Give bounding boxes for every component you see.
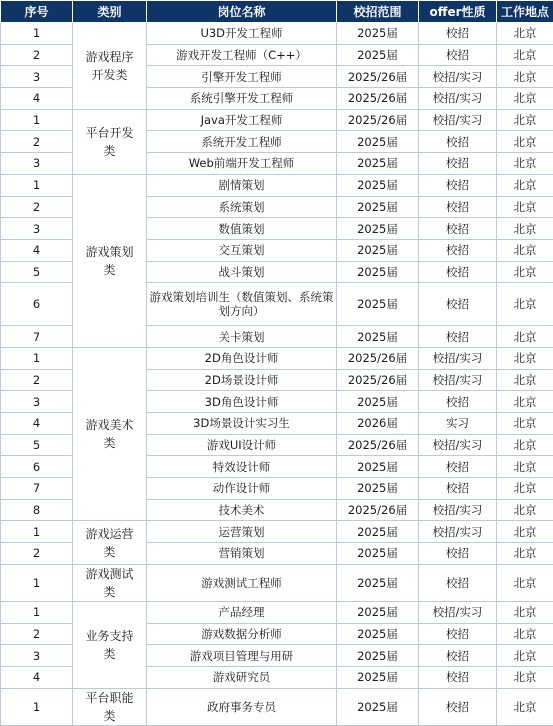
recruit-range: 2025届	[337, 688, 419, 725]
row-number: 7	[1, 326, 73, 348]
table-row	[1, 109, 553, 131]
row-number: 1	[1, 688, 73, 725]
offer-nature: 校招	[419, 44, 497, 66]
job-title: 营销策划	[147, 543, 337, 565]
job-title: Web前端开发工程师	[147, 153, 337, 175]
work-location: 北京	[497, 66, 553, 88]
row-number: 8	[1, 499, 73, 521]
recruit-range: 2025届	[337, 623, 419, 645]
table-row	[1, 347, 553, 369]
offer-nature: 校招	[419, 261, 497, 283]
recruit-range: 2025/26届	[337, 434, 419, 456]
job-title: 游戏数据分析师	[147, 623, 337, 645]
job-title: 游戏测试工程师	[147, 564, 337, 601]
recruit-range: 2025届	[337, 283, 419, 326]
recruit-range: 2025届	[337, 645, 419, 667]
job-title: 系统开发工程师	[147, 131, 337, 153]
row-number: 3	[1, 218, 73, 240]
header-category: 类别	[73, 1, 147, 23]
work-location: 北京	[497, 153, 553, 175]
job-title: 系统引擎开发工程师	[147, 88, 337, 110]
job-title: 2D角色设计师	[147, 347, 337, 369]
job-title: 引擎开发工程师	[147, 66, 337, 88]
work-location: 北京	[497, 543, 553, 565]
row-number: 5	[1, 434, 73, 456]
row-number: 3	[1, 645, 73, 667]
job-title: 3D场景设计实习生	[147, 413, 337, 435]
job-title: 关卡策划	[147, 326, 337, 348]
recruit-range: 2025/26届	[337, 499, 419, 521]
offer-nature: 校招/实习	[419, 66, 497, 88]
offer-nature: 校招/实习	[419, 499, 497, 521]
recruit-range: 2025届	[337, 564, 419, 601]
offer-nature: 校招	[419, 391, 497, 413]
recruit-range: 2025届	[337, 543, 419, 565]
job-title: 产品经理	[147, 601, 337, 623]
recruit-range: 2025届	[337, 44, 419, 66]
row-number: 7	[1, 478, 73, 500]
header-no: 序号	[1, 1, 73, 23]
header-nature: offer性质	[419, 1, 497, 23]
offer-nature: 校招	[419, 153, 497, 175]
recruit-range: 2025届	[337, 326, 419, 348]
work-location: 北京	[497, 434, 553, 456]
job-title: 剧情策划	[147, 174, 337, 196]
table-row	[1, 174, 553, 196]
work-location: 北京	[497, 369, 553, 391]
work-location: 北京	[497, 283, 553, 326]
category-cell: 业务支持类	[73, 601, 147, 688]
work-location: 北京	[497, 326, 553, 348]
work-location: 北京	[497, 261, 553, 283]
job-title: 游戏UI设计师	[147, 434, 337, 456]
offer-nature: 校招/实习	[419, 521, 497, 543]
category-cell: 游戏美术类	[73, 347, 147, 521]
job-title: 数值策划	[147, 218, 337, 240]
work-location: 北京	[497, 174, 553, 196]
row-number: 6	[1, 283, 73, 326]
category-cell: 平台开发类	[73, 109, 147, 174]
recruit-range: 2025届	[337, 601, 419, 623]
offer-nature: 校招	[419, 239, 497, 261]
recruit-range: 2025届	[337, 196, 419, 218]
row-number: 3	[1, 66, 73, 88]
work-location: 北京	[497, 109, 553, 131]
offer-nature: 校招	[419, 196, 497, 218]
work-location: 北京	[497, 391, 553, 413]
row-number: 3	[1, 391, 73, 413]
recruit-range: 2025届	[337, 521, 419, 543]
job-title: 动作设计师	[147, 478, 337, 500]
recruit-range: 2025届	[337, 478, 419, 500]
category-cell: 游戏测试类	[73, 564, 147, 601]
recruit-range: 2025/26届	[337, 347, 419, 369]
recruit-range: 2025/26届	[337, 88, 419, 110]
work-location: 北京	[497, 88, 553, 110]
recruit-range: 2025/26届	[337, 109, 419, 131]
job-title: 特效设计师	[147, 456, 337, 478]
recruit-range: 2025届	[337, 153, 419, 175]
offer-nature: 校招	[419, 131, 497, 153]
job-title: 3D角色设计师	[147, 391, 337, 413]
header-row	[1, 1, 553, 23]
row-number: 1	[1, 347, 73, 369]
recruit-range: 2025/26届	[337, 369, 419, 391]
row-number: 4	[1, 666, 73, 688]
offer-nature: 校招	[419, 543, 497, 565]
offer-nature: 校招	[419, 645, 497, 667]
table-body	[1, 23, 553, 726]
offer-nature: 校招	[419, 283, 497, 326]
work-location: 北京	[497, 347, 553, 369]
offer-nature: 校招/实习	[419, 369, 497, 391]
job-title: 战斗策划	[147, 261, 337, 283]
header-location: 工作地点	[497, 1, 553, 23]
work-location: 北京	[497, 131, 553, 153]
row-number: 5	[1, 261, 73, 283]
offer-nature: 校招	[419, 666, 497, 688]
offer-nature: 校招	[419, 326, 497, 348]
offer-nature: 校招	[419, 456, 497, 478]
offer-nature: 校招	[419, 478, 497, 500]
offer-nature: 校招	[419, 564, 497, 601]
row-number: 2	[1, 196, 73, 218]
row-number: 1	[1, 564, 73, 601]
job-title: 游戏开发工程师（C++）	[147, 44, 337, 66]
row-number: 4	[1, 239, 73, 261]
work-location: 北京	[497, 688, 553, 725]
work-location: 北京	[497, 196, 553, 218]
offer-nature: 校招/实习	[419, 347, 497, 369]
recruit-range: 2025届	[337, 666, 419, 688]
category-cell: 平台职能类	[73, 688, 147, 725]
row-number: 1	[1, 109, 73, 131]
work-location: 北京	[497, 623, 553, 645]
recruit-range: 2025届	[337, 23, 419, 45]
row-number: 2	[1, 131, 73, 153]
work-location: 北京	[497, 478, 553, 500]
category-cell: 游戏运营类	[73, 521, 147, 564]
offer-nature: 校招/实习	[419, 434, 497, 456]
category-cell: 游戏程序开发类	[73, 23, 147, 110]
offer-nature: 校招	[419, 174, 497, 196]
recruit-range: 2026届	[337, 413, 419, 435]
row-number: 2	[1, 44, 73, 66]
work-location: 北京	[497, 499, 553, 521]
header-range: 校招范围	[337, 1, 419, 23]
recruit-range: 2025/26届	[337, 66, 419, 88]
row-number: 2	[1, 543, 73, 565]
offer-nature: 校招	[419, 688, 497, 725]
work-location: 北京	[497, 456, 553, 478]
job-title: 游戏项目管理与用研	[147, 645, 337, 667]
table-row	[1, 601, 553, 623]
work-location: 北京	[497, 645, 553, 667]
job-title: 系统策划	[147, 196, 337, 218]
recruit-range: 2025届	[337, 261, 419, 283]
row-number: 1	[1, 23, 73, 45]
work-location: 北京	[497, 23, 553, 45]
category-cell: 游戏策划类	[73, 174, 147, 347]
work-location: 北京	[497, 44, 553, 66]
recruit-range: 2025届	[337, 218, 419, 240]
row-number: 1	[1, 601, 73, 623]
work-location: 北京	[497, 601, 553, 623]
table-row	[1, 23, 553, 45]
row-number: 2	[1, 623, 73, 645]
job-title: 政府事务专员	[147, 688, 337, 725]
row-number: 2	[1, 369, 73, 391]
row-number: 3	[1, 153, 73, 175]
job-title: 技术美术	[147, 499, 337, 521]
job-title: 运营策划	[147, 521, 337, 543]
offer-nature: 校招	[419, 23, 497, 45]
offer-nature: 校招/实习	[419, 601, 497, 623]
offer-nature: 实习	[419, 413, 497, 435]
work-location: 北京	[497, 521, 553, 543]
recruit-range: 2025届	[337, 239, 419, 261]
job-title: 游戏研究员	[147, 666, 337, 688]
job-title: U3D开发工程师	[147, 23, 337, 45]
work-location: 北京	[497, 218, 553, 240]
work-location: 北京	[497, 413, 553, 435]
job-title: 游戏策划培训生（数值策划、系统策划方向）	[147, 283, 337, 326]
recruit-range: 2025届	[337, 174, 419, 196]
recruit-range: 2025届	[337, 456, 419, 478]
table-row	[1, 564, 553, 601]
job-title: Java开发工程师	[147, 109, 337, 131]
table-row	[1, 688, 553, 725]
offer-nature: 校招	[419, 623, 497, 645]
recruit-range: 2025届	[337, 131, 419, 153]
job-title: 2D场景设计师	[147, 369, 337, 391]
offer-nature: 校招	[419, 218, 497, 240]
row-number: 4	[1, 413, 73, 435]
row-number: 1	[1, 174, 73, 196]
row-number: 4	[1, 88, 73, 110]
recruit-range: 2025届	[337, 391, 419, 413]
header-title: 岗位名称	[147, 1, 337, 23]
table-row	[1, 521, 553, 543]
work-location: 北京	[497, 666, 553, 688]
offer-nature: 校招/实习	[419, 88, 497, 110]
job-title: 交互策划	[147, 239, 337, 261]
work-location: 北京	[497, 564, 553, 601]
offer-nature: 校招/实习	[419, 109, 497, 131]
work-location: 北京	[497, 239, 553, 261]
row-number: 6	[1, 456, 73, 478]
row-number: 1	[1, 521, 73, 543]
